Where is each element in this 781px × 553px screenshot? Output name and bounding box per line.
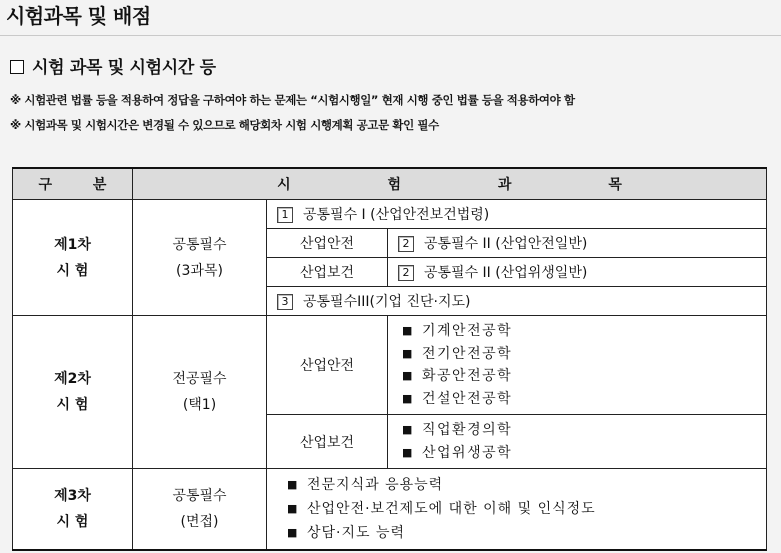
exam3-label <box>13 469 133 551</box>
section-heading-text: 시험 과목 및 시험시간 등 <box>32 58 216 78</box>
exam-subjects-table <box>12 167 767 551</box>
list-item-text: 전문지식과 응용능력 <box>307 477 444 493</box>
exam2-field-health: 산업보건 <box>267 415 388 469</box>
exam2-safety-list <box>388 316 766 414</box>
exam3-list <box>267 469 766 549</box>
exam2-kind-line2: (택1) <box>182 397 217 413</box>
exam2-label-line1: 제2차 <box>54 371 91 387</box>
header-subjects: 시 험 과 목 <box>133 168 767 200</box>
list-item-text: 전기안전공학 <box>422 345 513 362</box>
exam1-field-health: 산업보건 <box>267 258 388 287</box>
exam2-safety-list-cell <box>388 316 767 415</box>
exam1-subject-2b-text: 공통필수 II (산업위생일반) <box>424 265 588 281</box>
list-item <box>402 365 766 388</box>
section-heading <box>10 57 216 79</box>
list-item-text: 산업위생공학 <box>422 444 513 461</box>
exam2-kind-line1: 전공필수 <box>172 371 227 387</box>
note-law-application: ※ 시험관련 법률 등을 적용하여 정답을 구하여야 하는 문제는 “시험시행일” 현재 시행 중인 법률 등을 적용하여야 함 <box>10 93 575 107</box>
table-header-row <box>13 168 767 200</box>
exam1-subject-1-text: 공통필수 I (산업안전보건법령) <box>303 207 490 223</box>
list-item <box>402 388 766 411</box>
list-item-text: 건설안전공학 <box>422 390 513 407</box>
exam3-label-line2: 시 험 <box>56 514 89 530</box>
exam2-health-list <box>388 415 766 468</box>
bullet-icon: ■ <box>402 423 414 436</box>
list-item <box>402 320 766 343</box>
page-title: 시험과목 및 배점 <box>6 4 151 28</box>
list-item-text: 상담·지도 능력 <box>307 525 406 541</box>
table-row <box>13 200 767 229</box>
exam1-subject-3 <box>267 287 767 316</box>
list-item-text: 기계안전공학 <box>422 323 513 339</box>
bullet-icon: ■ <box>402 445 414 459</box>
list-item-text: 직업환경의학 <box>422 422 513 438</box>
exam2-health-list-cell <box>388 415 767 469</box>
list-item-text: 화공안전공학 <box>422 368 513 384</box>
exam1-field-safety: 산업안전 <box>267 229 388 258</box>
list-item <box>402 419 766 442</box>
exam2-label-line2: 시 험 <box>56 397 89 413</box>
square-bullet-icon <box>10 60 24 74</box>
list-item <box>402 343 766 366</box>
bullet-icon: ■ <box>287 478 299 491</box>
table-row <box>13 469 767 551</box>
bullet-icon: ■ <box>402 369 414 382</box>
bullet-icon: ■ <box>402 346 414 360</box>
exam3-kind-line1: 공통필수 <box>172 488 227 504</box>
exam3-kind <box>133 469 267 551</box>
exam1-subject-2a <box>388 229 767 258</box>
exam3-kind-line2: (면접) <box>180 514 219 530</box>
exam2-kind <box>133 316 267 469</box>
exam3-list-cell <box>267 469 767 551</box>
title-divider <box>0 35 781 36</box>
bullet-icon: ■ <box>402 391 414 405</box>
exam1-kind-line1: 공통필수 <box>172 236 227 253</box>
exam1-subject-2b <box>388 258 767 287</box>
exam1-label-line2: 시 험 <box>56 262 89 279</box>
exam1-kind-line2: (3과목) <box>176 262 223 279</box>
number-box-icon: 3 <box>277 294 293 310</box>
list-item-text: 산업안전·보건제도에 대한 이해 및 인식정도 <box>307 501 596 517</box>
header-division: 구 분 <box>13 168 133 200</box>
exam2-field-safety: 산업안전 <box>267 316 388 415</box>
exam2-label <box>13 316 133 469</box>
exam1-label <box>13 200 133 316</box>
list-item <box>287 521 766 545</box>
list-item <box>287 473 766 497</box>
number-box-icon: 1 <box>277 207 293 223</box>
list-item <box>402 442 766 465</box>
list-item <box>287 497 766 521</box>
exam1-kind <box>133 200 267 316</box>
bullet-icon: ■ <box>287 526 299 539</box>
exam1-subject-1 <box>267 200 767 229</box>
exam1-label-line1: 제1차 <box>54 236 91 253</box>
exam1-subject-3-text: 공통필수III(기업 진단·지도) <box>303 294 471 310</box>
exam3-label-line1: 제3차 <box>54 488 91 504</box>
bullet-icon: ■ <box>402 324 414 337</box>
exam1-subject-2a-text: 공통필수 II (산업안전일반) <box>424 236 588 252</box>
number-box-icon: 2 <box>398 236 414 252</box>
table-row <box>13 316 767 415</box>
number-box-icon: 2 <box>398 265 414 281</box>
bullet-icon: ■ <box>287 502 299 515</box>
note-subject-change: ※ 시험과목 및 시험시간은 변경될 수 있으므로 해당회차 시험 시행계획 공고문 확인 필수 <box>10 118 439 132</box>
